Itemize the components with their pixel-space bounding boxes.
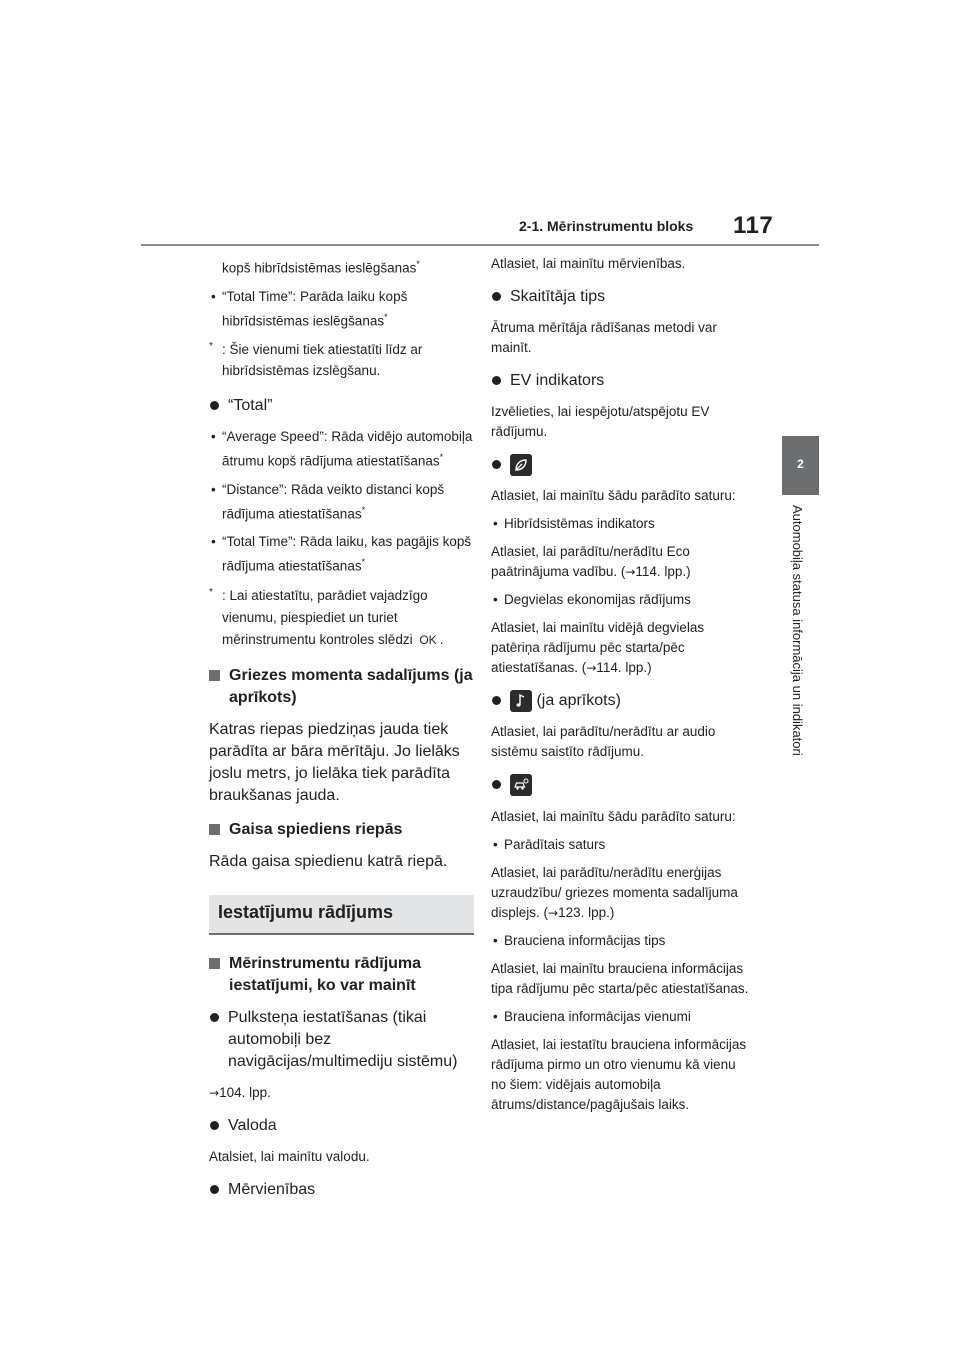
- list-item: • Parādītais saturs: [491, 835, 753, 855]
- heading-torque: Griezes momenta sadalījums (ja aprīkots): [209, 665, 474, 709]
- page-number: 117: [733, 212, 774, 239]
- chapter-tab: [782, 436, 819, 495]
- footnote: * : Šie vienumi tiek atiestatīti līdz ar hibrīdsistēmas izslēgšanu.: [209, 341, 423, 378]
- footnote: * : Lai atiestatītu, parādiet vajadzīgo vienumu, piespiediet un turiet mērinstrumentu kontroles slēdzi OK .: [209, 586, 444, 647]
- paragraph-speedometer: Ātruma mērītāja rādīšanas metodi var mainīt.: [491, 320, 717, 355]
- music-note-icon: [510, 690, 532, 712]
- paragraph-trip-type: Atlasiet, lai mainītu brauciena informācijas tipa rādījumu pēc starta/pēc atiestatīšanas.: [491, 960, 749, 996]
- list-item: • Hibrīdsistēmas indikators: [491, 514, 753, 534]
- arrow-right-icon: →: [548, 905, 559, 920]
- heading-units: Mērvienības: [209, 1179, 474, 1201]
- list-item: • “Total Time”: Parāda laiku kopš hibrīdsistēmas ieslēgšanas*: [209, 287, 474, 332]
- heading-car-settings: [491, 774, 753, 796]
- paragraph-eco: Atlasiet, lai mainītu šādu parādīto saturu:: [491, 488, 736, 504]
- heading-speedometer: Skaitītāja tips: [491, 286, 753, 308]
- arrow-right-icon: →: [586, 661, 597, 676]
- heading-clock: Pulksteņa iestatīšanas (tikai automobiļi bez navigācijas/multimediju sistēmu): [209, 1007, 474, 1073]
- heading-tyre-pressure: Gaisa spiediens riepās: [209, 819, 474, 841]
- header-divider: [141, 244, 819, 246]
- reference-clock: →104. lpp.: [209, 1084, 271, 1100]
- section-header: Iestatījumu rādījums: [209, 895, 474, 935]
- list-item: • Brauciena informācijas tips: [491, 931, 753, 951]
- left-column: [209, 254, 474, 1211]
- paragraph-torque: Katras riepas piedziņas jauda tiek parādīta ar bāra mērītāju. Jo lielāks joslu metrs, jo lielāka tiek parādīta braukšanas jauda.: [209, 720, 460, 804]
- chapter-tab-number: 2: [797, 457, 804, 471]
- heading-language: Valoda: [209, 1115, 474, 1137]
- heading-settings: Mērinstrumentu rādījuma iestatījumi, ko var mainīt: [209, 953, 474, 997]
- paragraph-fuel: Atlasiet, lai mainītu vidējā degvielas patēriņa rādījumu pēc starta/pēc atiestatīšanas. (→114. lpp.): [491, 620, 705, 676]
- list-item: • Degvielas ekonomijas rādījums: [491, 590, 753, 610]
- paragraph-language: Atalsiet, lai mainītu valodu.: [209, 1148, 370, 1164]
- heading-total: “Total”: [209, 395, 474, 417]
- chapter-side-title: Automobiļa statusa informācija un indikatori: [790, 505, 805, 756]
- arrow-right-icon: →: [625, 565, 636, 580]
- list-item: • “Distance”: Rāda veikto distanci kopš rādījuma atiestatīšanas*: [209, 480, 474, 525]
- paragraph-trip-items: Atlasiet, lai iestatītu brauciena informācijas rādījuma pirmo un otro vienumu kā vienu no šiem: vidējais automobiļa ātrums/distance/pagājušais laiks.: [491, 1036, 747, 1112]
- heading-ev-indicator: EV indikators: [491, 370, 753, 392]
- car-settings-icon: [510, 774, 532, 796]
- paragraph-ev-indicator: Izvēlieties, lai iespējotu/atspējotu EV rādījumu.: [491, 404, 710, 439]
- paragraph-content: Atlasiet, lai parādītu/nerādītu enerģijas uzraudzību/ griezes momenta sadalījuma displejs. (→123. lpp.): [491, 864, 738, 920]
- paragraph-audio: Atlasiet, lai parādītu/nerādītu ar audio sistēmu saistīto rādījumu.: [491, 724, 716, 760]
- arrow-right-icon: →: [209, 1085, 220, 1100]
- heading-audio: (ja aprīkots): [491, 690, 753, 712]
- list-item: • Brauciena informācijas vienumi: [491, 1007, 753, 1027]
- paragraph-hybrid: Atlasiet, lai parādītu/nerādītu Eco paātrinājuma vadību. (→114. lpp.): [491, 544, 691, 580]
- ok-switch-icon: OK: [419, 632, 437, 647]
- section-title: 2-1. Mērinstrumentu bloks: [519, 218, 694, 234]
- list-item: • “Total Time”: Rāda laiku, kas pagājis kopš rādījuma atiestatīšanas*: [209, 532, 474, 577]
- paragraph-car-settings: Atlasiet, lai mainītu šādu parādīto saturu:: [491, 808, 736, 824]
- leaf-icon: [510, 454, 532, 476]
- paragraph-tyre-pressure: Rāda gaisa spiedienu katrā riepā.: [209, 852, 448, 870]
- list-item: • “Average Speed”: Rāda vidējo automobiļa ātrumu kopš rādījuma atiestatīšanas*: [209, 427, 474, 472]
- heading-eco: [491, 454, 753, 476]
- right-column: [491, 254, 753, 1123]
- continued-line: kopš hibrīdsistēmas ieslēgšanas*: [222, 259, 420, 276]
- paragraph-units: Atlasiet, lai mainītu mērvienības.: [491, 256, 686, 271]
